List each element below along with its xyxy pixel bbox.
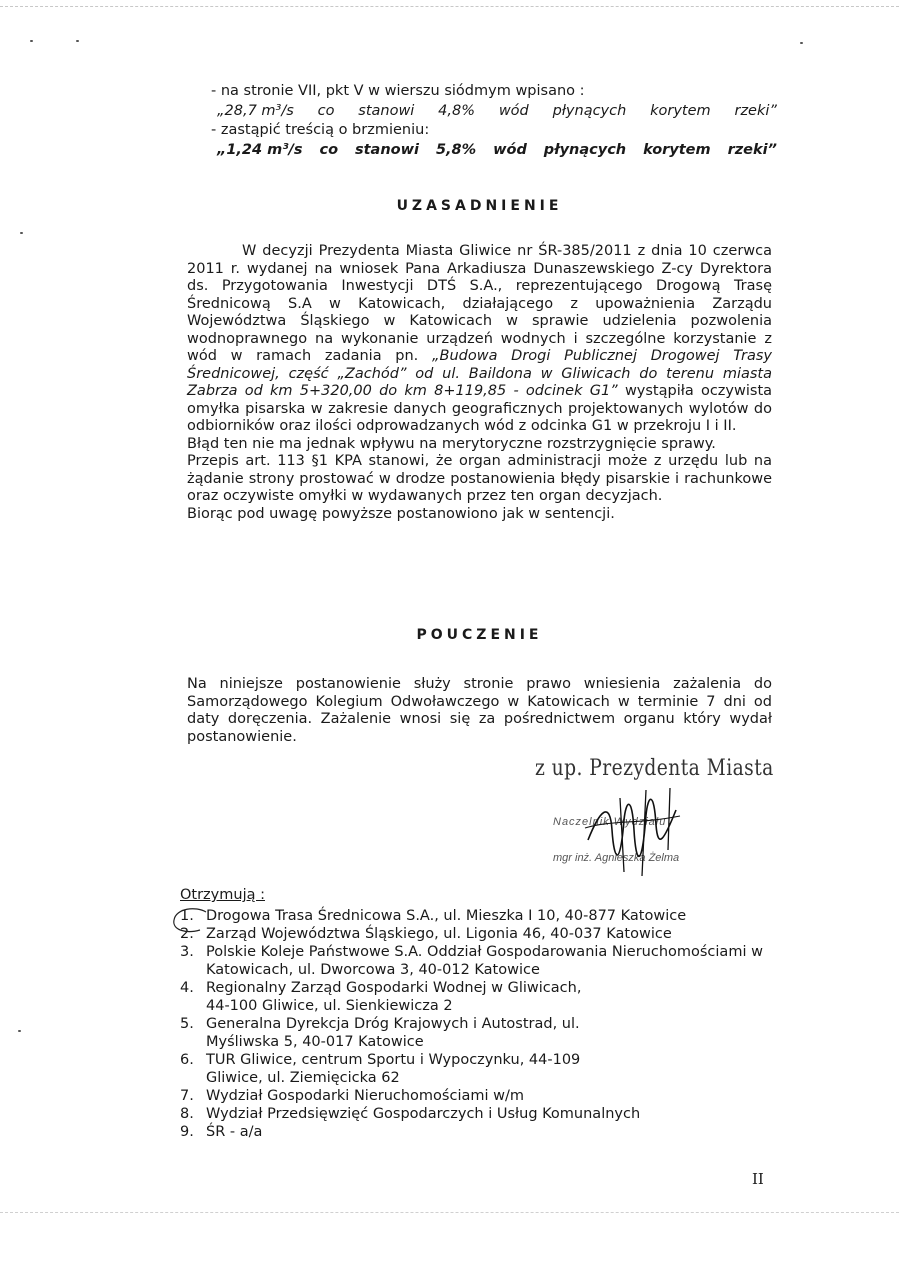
text-fragment: płynących — [552, 103, 627, 119]
scan-edge-top — [0, 6, 899, 7]
instruction-heading: POUCZENIE — [416, 627, 543, 643]
justification-paragraph-1 — [187, 243, 772, 436]
recipient-item — [180, 1051, 766, 1087]
recipient-text: Generalna Dyrekcja Dróg Krajowych i Autostrad, ul. Myśliwska 5, 40-017 Katowice — [206, 1016, 580, 1050]
text-fragment: korytem — [650, 103, 711, 119]
amendment-line-4 — [217, 141, 777, 159]
recipient-text: TUR Gliwice, centrum Sportu i Wypoczynku, 44-109 Gliwice, ul. Ziemięcicka 62 — [206, 1052, 581, 1086]
recipient-number: 1. — [180, 908, 194, 924]
recipient-text: Regionalny Zarząd Gospodarki Wodnej w Gliwicach, 44-100 Gliwice, ul. Sienkiewicza 2 — [206, 980, 582, 1014]
recipient-item — [180, 907, 766, 925]
recipient-number: 6. — [180, 1052, 194, 1068]
signature-title: z up. Prezydenta Miasta — [535, 756, 774, 781]
text-fragment: wód — [498, 103, 529, 119]
recipient-item — [180, 1015, 766, 1051]
text-fragment: co — [319, 142, 339, 158]
amendment-line-3: - zastąpić treścią o brzmieniu: — [211, 122, 430, 138]
recipient-item — [180, 925, 766, 943]
text-fragment: korytem — [643, 142, 711, 158]
text-fragment: płynących — [543, 142, 627, 158]
recipient-text: Polskie Koleje Państwowe S.A. Oddział Gospodarowania Nieruchomościami w Katowicach, ul. Dworcowa 3, 40-012 Katowice — [206, 944, 763, 978]
recipient-item — [180, 979, 766, 1015]
justification-heading: UZASADNIENIE — [396, 198, 563, 214]
recipient-item — [180, 943, 766, 979]
recipient-text: Zarząd Województwa Śląskiego, ul. Ligonia 46, 40-037 Katowice — [206, 926, 672, 942]
project-name: „Budowa Drogi Publicznej Drogowej Trasy Średnicowej, część „Zachód” od ul. Baildona w Gliwicach do terenu miasta Zabrza od km 5+320,00 do km 8+119,85 - odcinek G1” — [187, 348, 772, 399]
recipient-item — [180, 1087, 766, 1105]
recipient-number: 3. — [180, 944, 194, 960]
justification-paragraph-3: Przepis art. 113 §1 KPA stanowi, że organ administracji może z urzędu lub na żądanie strony prostować w drodze postanowienia błędy pisarskie i rachunkowe oraz oczywiste omyłki w wydawanych przez ten organ decyzjach. — [187, 453, 772, 504]
text-fragment: stanowi — [355, 142, 419, 158]
recipients-list — [180, 907, 766, 1141]
instruction-paragraph: Na niniejsze postanowienie służy stronie prawo wniesienia zażalenia do Samorządowego Kolegium Odwoławczego w Katowicach w terminie 7 dni od daty doręczenia. Zażalenie wnosi się za pośrednictwem organu który wydał postanowienie. — [187, 676, 772, 745]
recipient-number: 8. — [180, 1106, 194, 1122]
stamp-role: Naczelnik Wydziału — [553, 816, 667, 828]
recipient-text: Wydział Gospodarki Nieruchomościami w/m — [206, 1088, 524, 1104]
recipient-number: 7. — [180, 1088, 194, 1104]
instruction-body — [187, 676, 772, 746]
handwritten-signature — [580, 780, 690, 880]
amendment-line-1: - na stronie VII, pkt V w wierszu siódmym wpisano : — [211, 83, 585, 99]
text-fragment: stanowi — [358, 103, 415, 119]
justification-paragraph-2: Błąd ten nie ma jednak wpływu na merytoryczne rozstrzygnięcie sprawy. — [187, 435, 716, 452]
text-fragment: „28,7 m³/s — [217, 103, 294, 119]
justification-body — [187, 243, 772, 523]
text-fragment: co — [317, 103, 335, 119]
recipient-text: ŚR - a/a — [206, 1124, 263, 1140]
paragraph-text: W decyzji Prezydenta Miasta Gliwice nr ŚR-385/2011 z dnia 10 czerwca 2011 r. wydanej na wniosek Pana Arkadiusza Dunaszewskiego Z-cy Dyrektora ds. Przygotowania Inwestycji DTŚ S.A., reprezentującego Drogową Trasę Średnicową S.A w Katowicach, działającego z upoważnienia Zarządu Województwa Śląskiego w Katowicach w sprawie udzielenia pozwolenia wodnoprawnego na wykonanie urządzeń wodnych i szczególne korzystanie z wód w ramach zadania pn. — [187, 243, 772, 364]
justification-paragraph-4: Biorąc pod uwagę powyższe postanowiono jak w sentencji. — [187, 505, 615, 522]
recipient-number: 4. — [180, 980, 194, 996]
text-fragment: rzeki” — [734, 103, 777, 119]
scan-speck — [20, 232, 23, 234]
scan-speck — [800, 42, 803, 44]
text-fragment: 4,8% — [438, 103, 475, 119]
stamp-name: mgr inż. Agnieszka Żelma — [553, 852, 680, 864]
text-fragment: rzeki” — [727, 142, 777, 158]
scan-speck — [76, 40, 79, 42]
recipient-item — [180, 1123, 766, 1141]
text-fragment: 5,8% — [435, 142, 477, 158]
recipient-number: 2. — [180, 926, 194, 942]
recipient-number: 9. — [180, 1124, 194, 1140]
recipient-item — [180, 1105, 766, 1123]
text-fragment: wód — [493, 142, 527, 158]
handwritten-circle-mark — [170, 906, 214, 936]
text-fragment: „1,24 m³/s — [217, 142, 303, 158]
recipients-title: Otrzymują : — [180, 887, 265, 903]
recipient-number: 5. — [180, 1016, 194, 1032]
scan-edge-bottom — [0, 1212, 899, 1213]
scan-speck — [18, 1030, 21, 1032]
paragraph-text: wystąpiła oczywista omyłka pisarska w zakresie danych geograficznych projektowanych wylotów do odbiorników oraz ilości odprowadzanych wód z odcinka G1 w przekroju I i II. — [187, 383, 773, 434]
page-number: II — [752, 1170, 764, 1188]
amendment-line-2 — [217, 102, 777, 120]
recipient-text: Drogowa Trasa Średnicowa S.A., ul. Mieszka I 10, 40-877 Katowice — [206, 908, 687, 924]
recipient-text: Wydział Przedsięwzięć Gospodarczych i Usług Komunalnych — [206, 1106, 641, 1122]
recipients-section — [180, 887, 766, 1141]
scan-speck — [30, 40, 33, 42]
